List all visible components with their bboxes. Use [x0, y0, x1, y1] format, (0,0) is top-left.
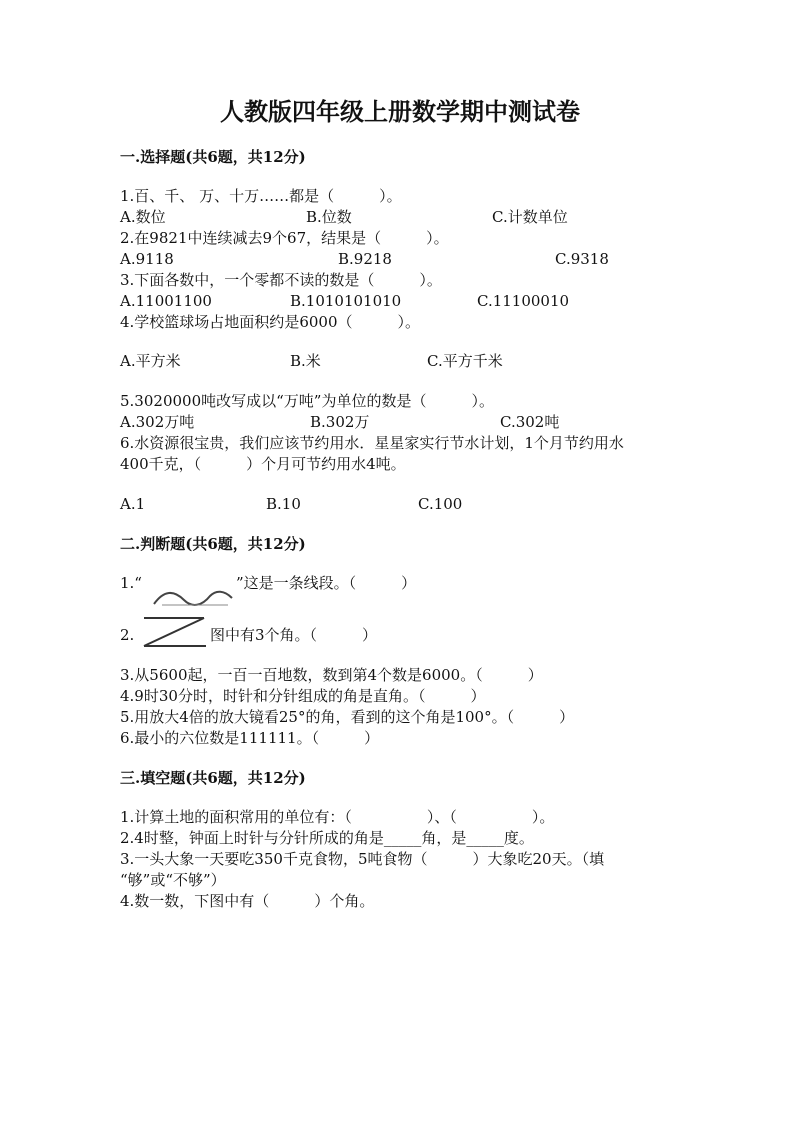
option-b: B.10 [266, 495, 301, 513]
question-prefix: 1.“ [120, 574, 142, 592]
question-stem: 3.从5600起，一百一百地数，数到第4个数是6000。（ ） [120, 666, 543, 684]
option-b: B.9218 [338, 250, 392, 268]
option-c: C.302吨 [500, 413, 560, 431]
page-title: 人教版四年级上册数学期中测试卷 [220, 97, 580, 126]
option-a: A.1 [120, 495, 146, 513]
question-stem: 6.最小的六位数是111111。（ ） [120, 729, 380, 747]
question-stem: 1.计算土地的面积常用的单位有：（ ）、（ ）。 [120, 808, 555, 826]
option-c: C.11100010 [477, 292, 570, 310]
section-heading-judgement: 二.判断题(共6题，共12分) [120, 535, 306, 553]
option-c: C.9318 [555, 250, 609, 268]
option-c: C.计数单位 [492, 208, 568, 226]
option-b: B.米 [290, 352, 321, 370]
question-stem-line-1: 6.水资源很宝贵，我们应该节约用水．星星家实行节水计划，1个月节约用水 [120, 434, 624, 452]
question-stem: 3.下面各数中，一个零都不读的数是（ ）。 [120, 271, 442, 289]
question-stem-line-1: 3.一头大象一天要吃350千克食物，5吨食物（ ）大象吃20天。（填 [120, 850, 605, 868]
option-b: B.1010101010 [290, 292, 402, 310]
question-stem: 4.数一数，下图中有（ ）个角。 [120, 892, 375, 910]
question-stem: 5.用放大4倍的放大镜看25°的角，看到的这个角是100°。（ ） [120, 708, 575, 726]
option-a: A.9118 [120, 250, 174, 268]
option-b: B.302万 [310, 413, 370, 431]
option-c: C.平方千米 [427, 352, 503, 370]
option-b: B.位数 [306, 208, 352, 226]
option-a: A.平方米 [120, 352, 181, 370]
question-stem-line-2: 400千克，（ ）个月可节约用水4吨。 [120, 455, 406, 473]
question-prefix: 2. [120, 626, 135, 644]
option-a: A.数位 [120, 208, 166, 226]
section-heading-choice: 一.选择题(共6题，共12分) [120, 148, 306, 166]
question-stem: 4.9时30分时，时针和分针组成的角是直角。（ ） [120, 687, 486, 705]
question-text: 图中有3个角。（ ） [210, 626, 378, 644]
question-stem: 5.3020000吨改写成以“万吨”为单位的数是（ ）。 [120, 392, 494, 410]
option-a: A.302万吨 [120, 413, 195, 431]
question-stem: 2.4时整，钟面上时针与分针所成的角是_____角，是_____度。 [120, 829, 534, 847]
question-stem: 4.学校篮球场占地面积约是6000（ ）。 [120, 313, 420, 331]
question-text: ”这是一条线段。（ ） [236, 574, 417, 592]
option-a: A.11001100 [120, 292, 212, 310]
option-c: C.100 [418, 495, 463, 513]
angle-figure [138, 614, 210, 650]
question-stem-line-2: “够”或“不够”） [120, 871, 226, 889]
section-heading-fill-in: 三.填空题(共6题，共12分) [120, 769, 306, 787]
question-stem: 1.百、千、 万、十万……都是（ ）。 [120, 187, 402, 205]
wavy-line-figure [152, 584, 234, 610]
question-stem: 2.在9821中连续减去9个67，结果是（ ）。 [120, 229, 449, 247]
